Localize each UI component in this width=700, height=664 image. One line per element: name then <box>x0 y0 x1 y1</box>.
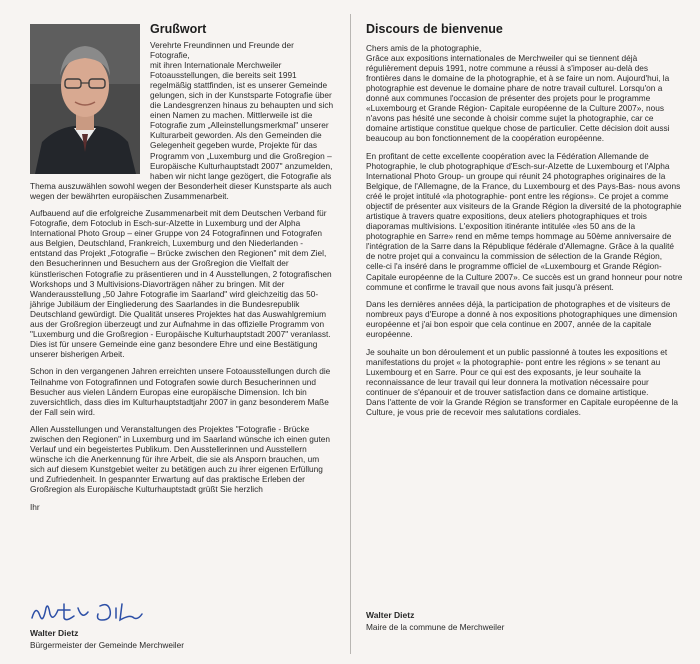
german-signatory-name: Walter Dietz <box>30 628 79 638</box>
german-paragraph-1: Verehrte Freundinnen und Freunde der Fotografie, mit ihren Internationale Merchweiler Fotoausstellungen, die bereits seit 1991 regelmäßig stattfinden, ist es unserer Gemeinde gelungen, sich in der Kunstsparte Fotografie über die Landesgrenzen hinaus zu behaupten und sich einen Namen zu machen. Mittlerweile ist die Fotografie zum „Alleinstellungsmerkmal" unserer Kulturarbeit geworden. Als den Gemeinden die Gelegenheit gegeben wurde, Projekte für das Programm von „Luxemburg und die Großregion – Europäische Kulturhauptstadt 2007" anzumelden, haben wir nicht lange gezögert, die Fotografie als Thema auszuwählen sowohl wegen der Besonderheit dieser Kunstsparte als auch wegen der bewährten europäischen Zusammenarbeit. <box>30 40 334 201</box>
column-divider <box>350 14 351 654</box>
french-signatory-role: Maire de la commune de Merchweiler <box>366 622 505 632</box>
french-heading: Discours de bienvenue <box>366 22 503 36</box>
french-paragraph-1: Chers amis de la photographie, Grâce aux expositions internationales de Merchweiler qui se tiennent déjà régulièrement depuis 1991, notre commune a réussi à s'imposer au-delà des frontières dans le domaine de la photographie, et à se faire un nom. Aujourd'hui, la photographie est devenue le domaine phare de notre travail culturel. Lorsqu'on a donné aux communes l'occasion de présenter des projets pour le programme «Luxembourg et Grande Région- Capitale européenne de la Culture 2007», nous n'avons pas hésité une seconde à choisir comme sujet la photographie, car ce domaine artistique constitue quelque chose de particulier. Cette décision doit aussi beaucoup au bon fonctionnement de la coopération européenne. <box>366 43 670 144</box>
german-heading: Grußwort <box>150 22 207 36</box>
german-paragraph-4: Allen Ausstellungen und Veranstaltungen des Projektes "Fotografie - Brücke zwischen den Regionen" in Luxemburg und im Saarland wünsche ich einen guten Verlauf und ein begeistertes Publikum. Den Ausstellerinnen und Ausstellern wünsche ich die Anerkennung für ihre Arbeit, die sie als Ansporn brauchen, um sich auf diesem Kunstgebiet weiter zu betätigen auch zu ihrer eigenen Erfüllung und Zufriedenheit. In gespannter Erwartung auf das praktische Erleben der Großregion als Europäische Kulturhauptstadt grüßt Sie herzlich <box>30 424 330 495</box>
french-paragraph-3: Dans les dernières années déjà, la participation de photographes et de visiteurs de nombreux pays d'Europe a donné à nos expositions photographiques une dimension européenne et j'ai bon espoir que cela continue en 2007, année de la capitale européenne. <box>366 299 678 340</box>
french-signatory-name: Walter Dietz <box>366 610 415 620</box>
german-paragraph-2: Aufbauend auf die erfolgreiche Zusammenarbeit mit dem Deutschen Verband für Fotografie, dem Fotoclub in Esch-sur-Alzette in Luxemburg und der Alpha International Photo Group – einer Gruppe von 24 Fotografinnen und Fotografen aus Belgien, Deutschland, Frankreich, Luxemburg und den Niederlanden - entstand das Projekt „Fotografie – Brücke zwischen den Regionen" mit dem Ziel, den Besucherinnen und Besuchern aus der Großregion die Vielfalt der künstlerischen Fotografie zu präsentieren und in 4 Ausstellungen, 2 fotografischen Workshops und 3 Multivisions-Diavorträgen näher zu bringen. Mit der Wanderausstellung „50 Jahre Fotografie im Saarland" wird gleichzeitig das 50-jährige Jubiläum der Eingliederung des Saarlandes in die Bundesrepublik Deutschland gewürdigt. Die Qualität unseres Projektes hat das Auswahlgremium aus der Großregion überzeugt und zur Aufnahme in das offizielle Programm von "Luxemburg und die Großregion - Europäische Kulturhauptstadt 2007" veranlasst. Dies ist für unsere Gemeinde eine ganz besondere Ehre und eine Bestätigung unserer bisherigen Arbeit. <box>30 208 332 359</box>
handwritten-signature <box>30 598 150 626</box>
german-paragraph-3: Schon in den vergangenen Jahren erreichten unsere Fotoausstellungen durch die Teilnahme von Fotografinnen und Fotografen sowie durch Besucherinnen und Besucher aus vielen Ländern Europas eine europäische Dimension. Ich bin zuversichtlich, dass dies im Kulturhauptstadtjahr 2007 in ganz besonderem Maße der Fall sein wird. <box>30 366 331 417</box>
german-column <box>30 22 334 520</box>
french-paragraph-2: En profitant de cette excellente coopération avec la Fédération Allemande de Photographie, le club photographique d'Esch-sur-Alzette de Luxembourg et l'Alpha International Photo Group- un groupe qui réunit 24 photographes originaires de la Belgique, de l'Allemagne, de la France, du Luxembourg et des Pays-Bas- nous avons créé le projet intitulé «la photographie- pont entre les régions». Ce projet a comme objectif de présenter aux visiteurs de la Grande Région la diversité de la photographie artistique à travers quatre expositions, deux ateliers photographiques et trois diaporamas multivisions. L'exposition itinérante intitulée «les 50 ans de la photographie en Sarre» rend en même temps hommage au 50ème anniversaire de l'intégration de la Sarre dans la République fédérale d'Allemagne. Grâce à la qualité de notre projet qui a convaincu la commission de sélection de la Grande Région, celle-ci l'a inséré dans le programme officiel de «Luxembourg et Grande Région- Capitale européenne de la Culture 2007». Ce succès est un grand honneur pour notre commune et confirme le travail que nous avons fait jusqu'à présent. <box>366 150 683 292</box>
german-signatory-role: Bürgermeister der Gemeinde Merchweiler <box>30 640 185 650</box>
german-closing: Ihr <box>30 502 40 513</box>
french-column <box>366 22 684 425</box>
french-paragraph-4: Je souhaite un bon déroulement et un public passionné à toutes les expositions et manifestations du projet « la photographie- pont entre les régions » se tenant au Luxembourg et en Sarre. Pour ce qui est des exposants, je leur souhaite la reconnaissance de leur travail qui leur donnera la motivation nécessaire pour continuer de s'épanouir et de trouver satisfaction dans ce domaine artistique. Dans l'attente de voir la Grande Région se transformer en Capitale européenne de la Culture, je vous prie de recevoir mes salutations cordiales. <box>366 346 678 418</box>
portrait-photo <box>30 24 140 174</box>
